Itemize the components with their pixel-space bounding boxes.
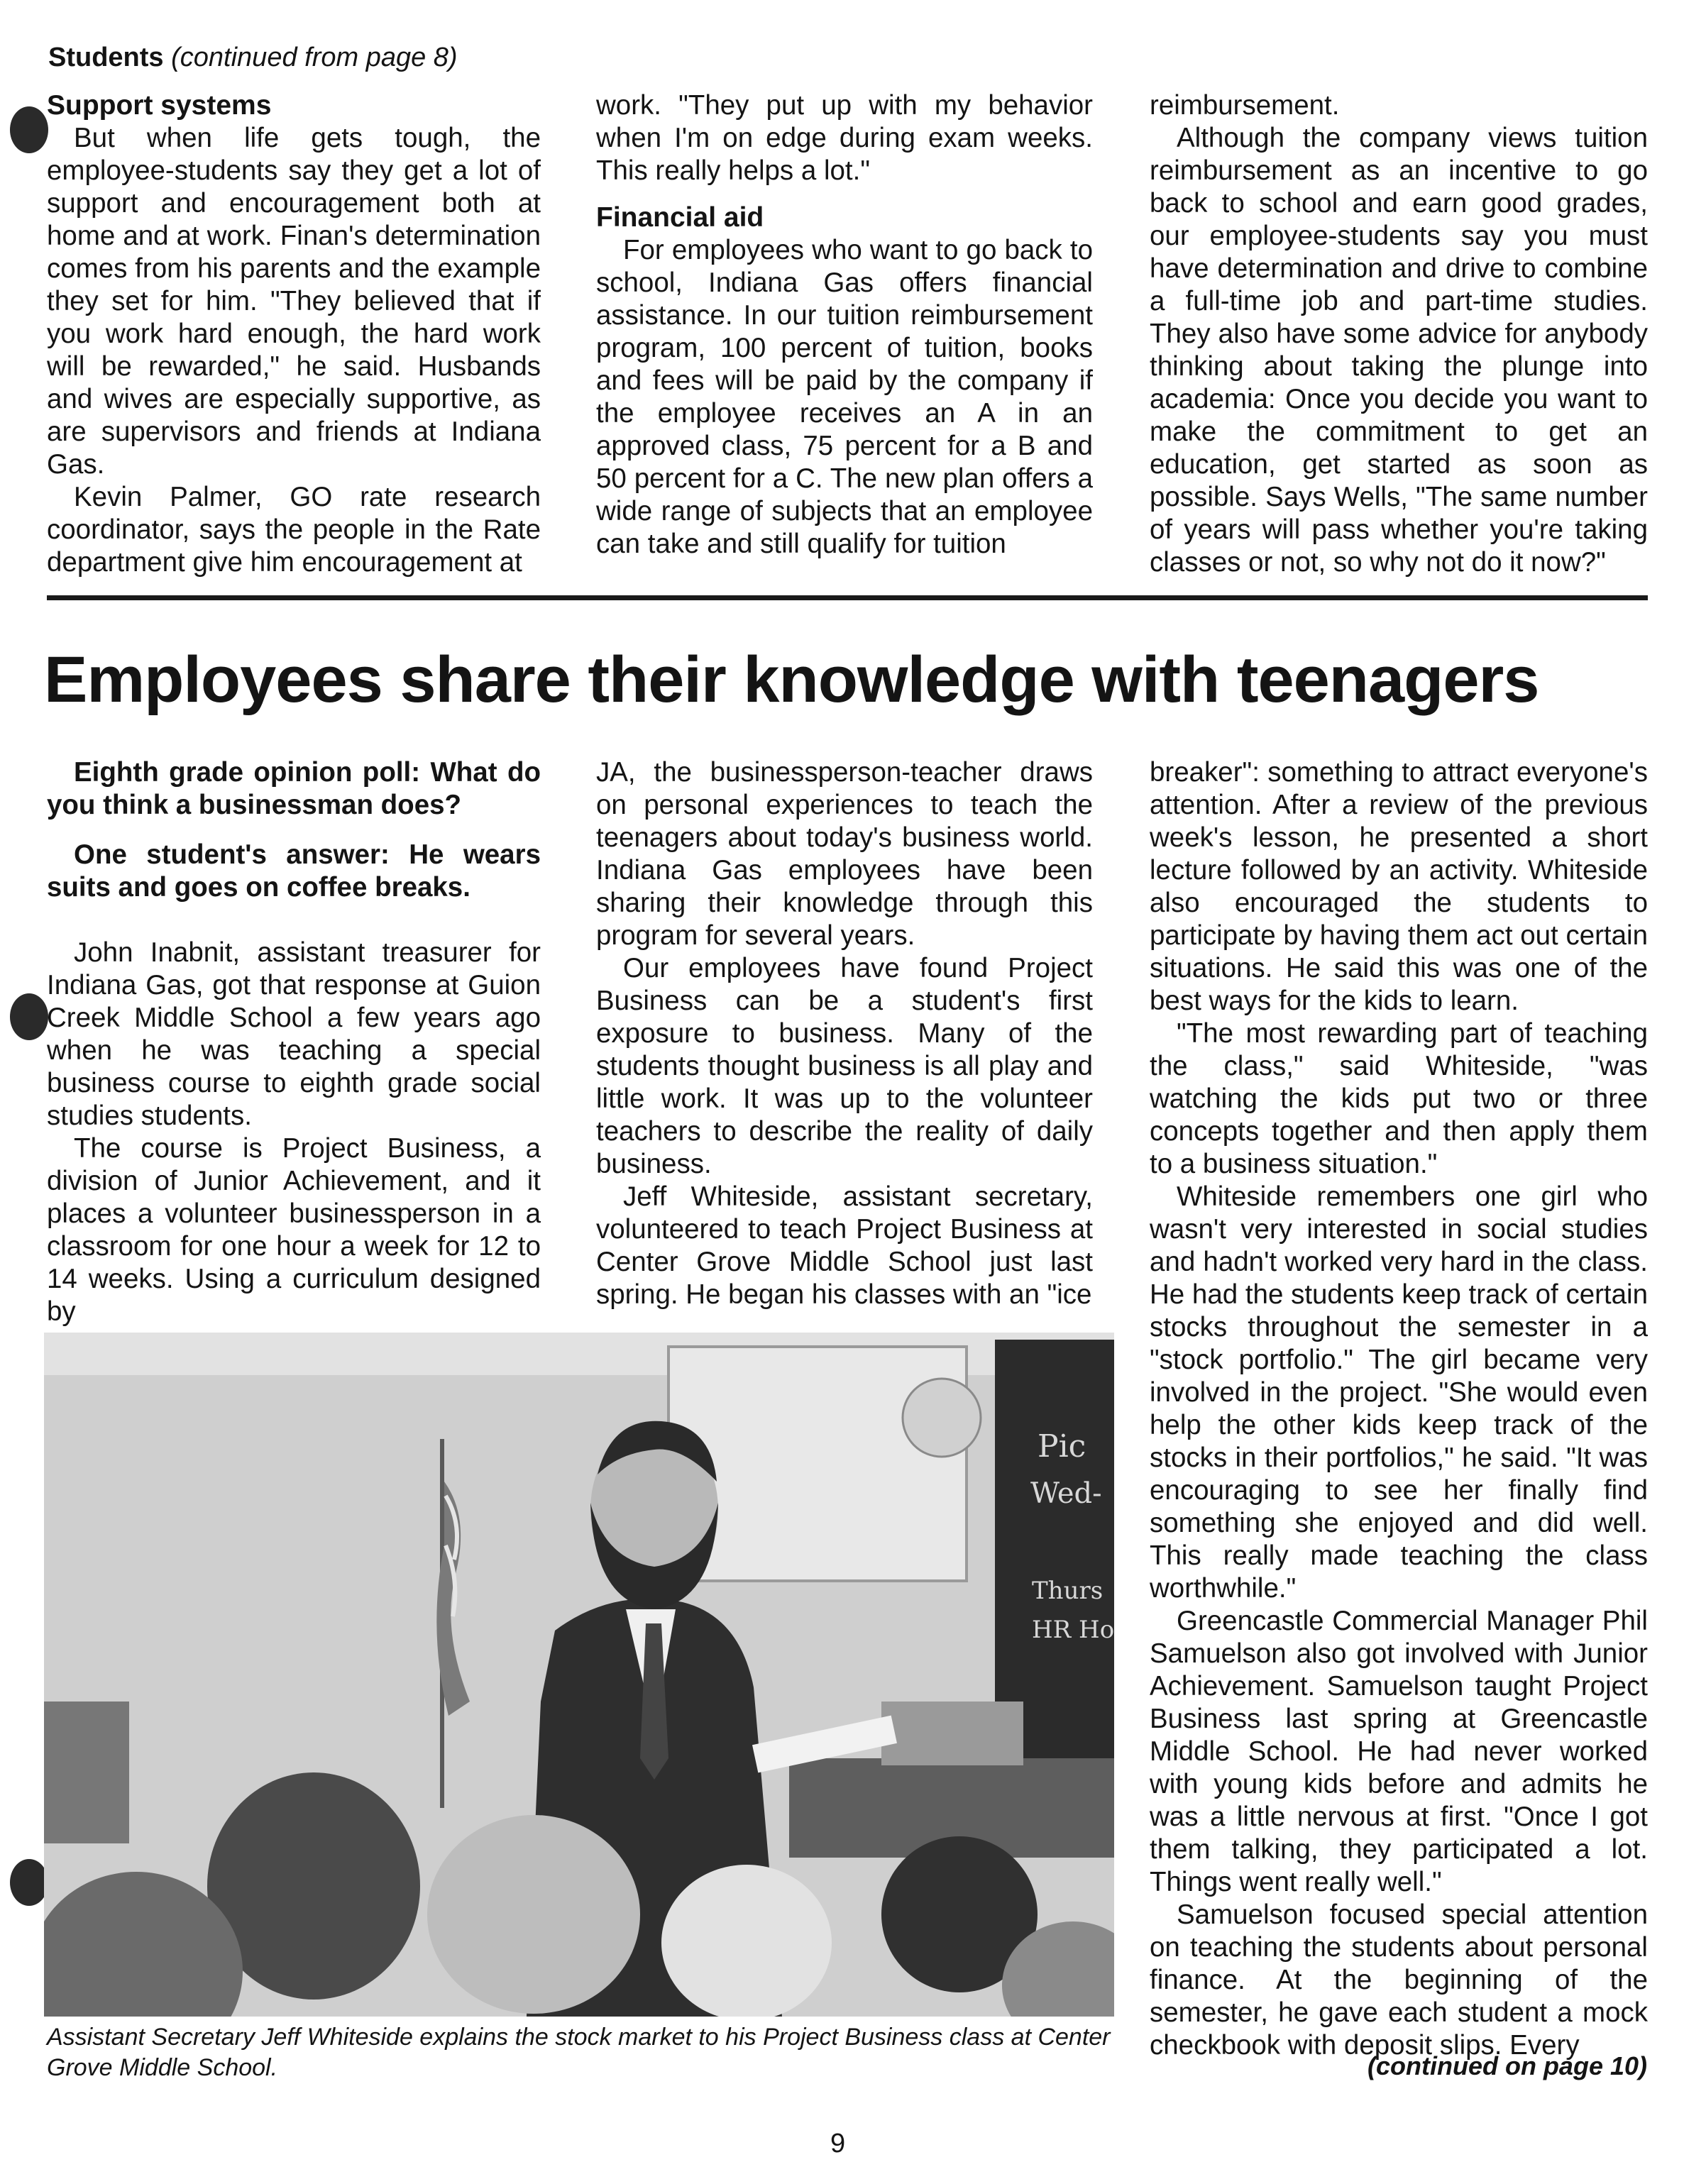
continued-on-note: (continued on page 10) (1367, 2051, 1647, 2080)
binder-hole-bottom (10, 1859, 48, 1906)
article-column-1 (47, 756, 541, 1328)
article-headline: Employees share their knowledge with teenagers (44, 644, 1539, 716)
article-column-2 (596, 756, 1093, 1311)
top-column-1 (47, 89, 541, 579)
paragraph-continuation: JA, the businessperson-teacher draws on personal experiences to teach the teenagers about today's business world. Indiana Gas employees have been sharing their knowledge through this program for several years. (596, 757, 1093, 951)
photo-caption: Assistant Secretary Jeff Whiteside explains the stock market to his Project Business class at Center Grove Middle School. (47, 2024, 1111, 2081)
paragraph: The course is Project Business, a division of Junior Achievement, and it places a volunteer businessperson in a classroom for one hour a week for 12 to 14 weeks. Using a curriculum designed by (47, 1133, 541, 1327)
paragraph: Jeff Whiteside, assistant secretary, volunteered to teach Project Business at Center Grove Middle School just last spring. He began his classes with an "ice (596, 1181, 1093, 1310)
chalkboard-text-1: Pic (1038, 1428, 1086, 1465)
article-column-3 (1150, 756, 1648, 2062)
top-column-2 (596, 89, 1093, 561)
chalkboard-text-2: Wed- (1030, 1477, 1102, 1510)
paragraph-continuation: breaker": something to attract everyone's attention. After a review of the previous week's lesson, he presented a short lecture followed by an activity. Whiteside also encouraged the students to participate by having them act out certain situations. He said this was one of the best ways for the kids to learn. (1150, 757, 1648, 1016)
student-head-3 (661, 1865, 832, 2017)
deck-question: Eighth grade opinion poll: What do you think a businessman does? (47, 757, 541, 820)
paragraph: Kevin Palmer, GO rate research coordinator, says the people in the Rate department give him encouragement at (47, 482, 541, 578)
binder-hole-middle (10, 993, 48, 1040)
paragraph: Although the company views tuition reimbursement as an incentive to go back to school and earn good grades, our employee-students say you must have determination and drive to combine a full-time job and part-time studies. They also have some advice for anybody thinking about taking the plunge into academia: Once you decide you want to make the commitment to get an education, get started as soon as possible. Says Wells, "The same number of years will pass whether you're taking classes or not, so why not do it now?" (1150, 123, 1648, 578)
deck-answer: One student's answer: He wears suits and goes on coffee breaks. (47, 839, 541, 903)
classroom-photo (44, 1333, 1114, 2017)
paragraph: Greencastle Commercial Manager Phil Samuelson also got involved with Junior Achievement. Samuelson taught Project Business last spring at Greencastle Middle School. He had never worked with young kids before and admits he was a little nervous at first. "Once I got them talking, they participated a lot. Things went really well." (1150, 1606, 1648, 1897)
paragraph: Whiteside remembers one girl who wasn't very interested in social studies and hadn't worked very hard in the class. He had the students keep track of certain stocks throughout the semester in a "stock portfolio." The girl became very involved in the project. "She would even help the other kids keep track of the stocks in their portfolios," he said. "It was encouraging to see her finally find something she enjoyed and did well. This really made teaching the class worthwhile." (1150, 1181, 1648, 1604)
paragraph-continuation: reimbursement. (1150, 90, 1340, 121)
section-name: Students (48, 43, 164, 72)
paragraph-continuation: work. "They put up with my behavior when I'm on edge during exam weeks. This really helps a lot." (596, 90, 1093, 186)
paragraph: Samuelson focused special attention on teaching the students about personal finance. At the beginning of the semester, he gave each student a mock checkbook with deposit slips. Every (1150, 1899, 1648, 2061)
continued-from-note: (continued from page 8) (171, 43, 458, 72)
financial-aid-heading: Financial aid (596, 202, 764, 233)
paragraph: For employees who want to go back to school, Indiana Gas offers financial assistance. In our tuition reimbursement program, 100 percent of tuition, books and fees will be paid by the company if the employee receives an A in an approved class, 75 percent for a B and 50 percent for a C. The new plan offers a wide range of subjects that an employee can take and still qualify for tuition (596, 235, 1093, 559)
classroom-photo-illustration (44, 1333, 1114, 2017)
chalkboard-text-3: Thurs (1032, 1577, 1104, 1605)
paragraph: But when life gets tough, the employee-students say they get a lot of support and encouragement both at home and at work. Finan's determination comes from his parents and the example they set for him. "They believed that if you work hard enough, the hard work will be rewarded," he said. Husbands and wives are especially supportive, as are supervisors and friends at Indiana Gas. (47, 123, 541, 480)
section-divider (47, 595, 1648, 600)
student-head-2 (427, 1815, 640, 2014)
continued-header (48, 41, 458, 74)
paragraph: Our employees have found Project Business can be a student's first exposure to business. Many of the students thought business is all play and little work. It was up to the volunteer teachers to describe the reality of daily business. (596, 953, 1093, 1179)
support-systems-heading: Support systems (47, 90, 272, 121)
paragraph: "The most rewarding part of teaching the class," said Whiteside, "was watching the kids put two or three concepts together and then apply them to a business situation." (1150, 1018, 1648, 1179)
chalkboard-text-4: HR Ho (1032, 1616, 1114, 1644)
binder-hole-top (10, 106, 48, 153)
paragraph: John Inabnit, assistant treasurer for Indiana Gas, got that response at Guion Creek Middle School a few years ago when he was teaching a special business course to eighth grade social studies students. (47, 937, 541, 1131)
top-column-3 (1150, 89, 1648, 579)
page-number: 9 (830, 2129, 846, 2158)
article-deck (47, 756, 541, 904)
